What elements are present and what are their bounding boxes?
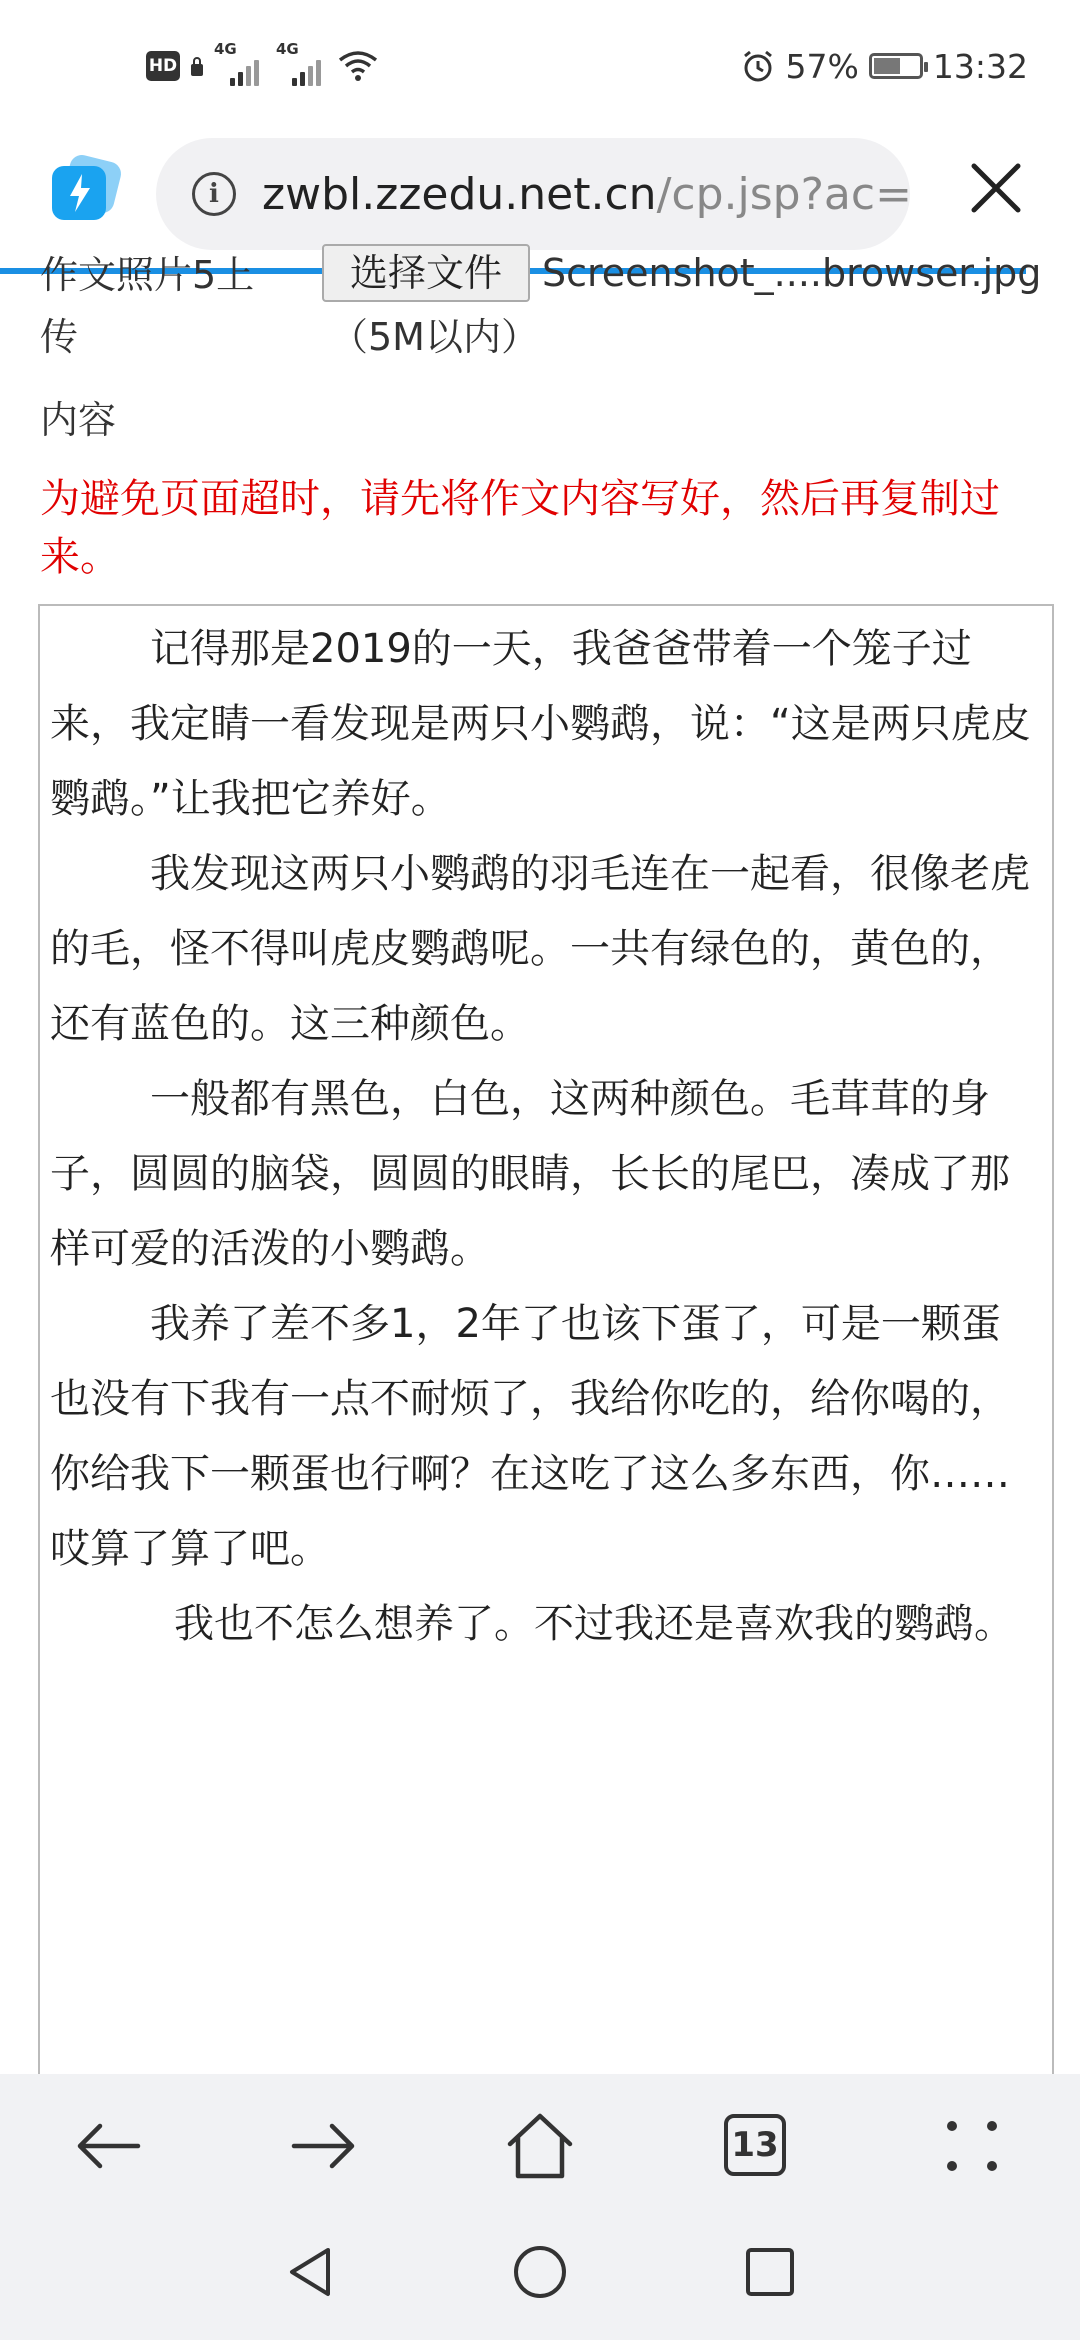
url-host: zwbl.zzedu.net.cn: [262, 168, 657, 220]
url-path: /cp.jsp?ac=: [656, 168, 912, 220]
selected-file-name: Screenshot_....browser.jpg: [542, 251, 1042, 295]
signal-strength-2: [276, 40, 328, 86]
menu-dots-icon[interactable]: [936, 2110, 1008, 2182]
signal-bars-icon: [230, 60, 259, 86]
alarm-icon: [740, 48, 776, 84]
content-label: 内容: [40, 398, 117, 442]
essay-content-textarea[interactable]: [38, 604, 1054, 2104]
clock: 13:32: [932, 46, 1028, 86]
signal-bars-icon: [292, 60, 321, 86]
timeout-warning: 为避免页面超时，请先将作文内容写好，然后再复制过来。: [40, 476, 1000, 580]
status-bar: [0, 0, 1080, 132]
wifi-icon: [338, 50, 378, 82]
info-icon[interactable]: i: [192, 172, 236, 216]
essay-paragraph: 记得那是2019的一天，我爸爸带着一个笼子过来，我定睛一看发现是两只小鹦鹉，说：“这是两只虎皮鹦鹉。”让我把它养好。: [50, 626, 1031, 822]
triangle-back-icon[interactable]: [280, 2242, 340, 2302]
status-left: [146, 40, 378, 86]
browser-toolbar: [0, 2074, 1080, 2218]
square-recent-icon[interactable]: [740, 2242, 800, 2302]
arrow-left-icon[interactable]: [72, 2110, 144, 2182]
hd-badge: HD: [146, 51, 180, 81]
essay-paragraph: 一般都有黑色，白色，这两种颜色。毛茸茸的身子，圆圆的脑袋，圆圆的眼睛，长长的尾巴，凑成了那样可爱的活泼的小鹦鹉。: [50, 1076, 1010, 1272]
circle-home-icon[interactable]: [510, 2242, 570, 2302]
status-right: [740, 42, 1028, 90]
url-text[interactable]: [262, 169, 912, 220]
battery-percent: 57%: [785, 46, 859, 86]
essay-paragraph: 我也不怎么想养了。不过我还是喜欢我的鹦鹉。: [174, 1601, 1014, 1647]
upload-label: 作文照片5上传: [40, 253, 255, 359]
essay-paragraph: 我发现这两只小鹦鹉的羽毛连在一起看，很像老虎的毛，怪不得叫虎皮鹦鹉呢。一共有绿色的，黄色的，还有蓝色的。这三种颜色。: [50, 851, 1030, 1047]
sim-lock-icon: [190, 55, 204, 77]
signal-strength-1: [214, 40, 266, 86]
signal-type-label: 4G: [276, 40, 299, 58]
photo-upload-row: [40, 244, 1060, 364]
close-icon[interactable]: [966, 158, 1026, 218]
system-navigation-bar: [0, 2218, 1080, 2340]
home-icon[interactable]: [504, 2110, 576, 2182]
url-field[interactable]: [156, 138, 910, 250]
essay-paragraph: 我养了差不多1，2年了也该下蛋了，可是一颗蛋也没有下我有一点不耐烦了，我给你吃的，给你喝的，你给我下一颗蛋也行啊？在这吃了这么多东西，你……哎算了算了吧。: [50, 1301, 1010, 1572]
arrow-right-icon[interactable]: [288, 2110, 360, 2182]
choose-file-button[interactable]: 选择文件: [322, 244, 530, 302]
battery-icon: [869, 53, 923, 79]
lightning-bolt-icon[interactable]: [48, 154, 122, 224]
tabs-icon[interactable]: 13: [724, 2114, 786, 2176]
file-size-limit: （5M以内）: [330, 315, 539, 359]
page-content[interactable]: [0, 251, 1080, 2074]
signal-type-label: 4G: [214, 40, 237, 58]
